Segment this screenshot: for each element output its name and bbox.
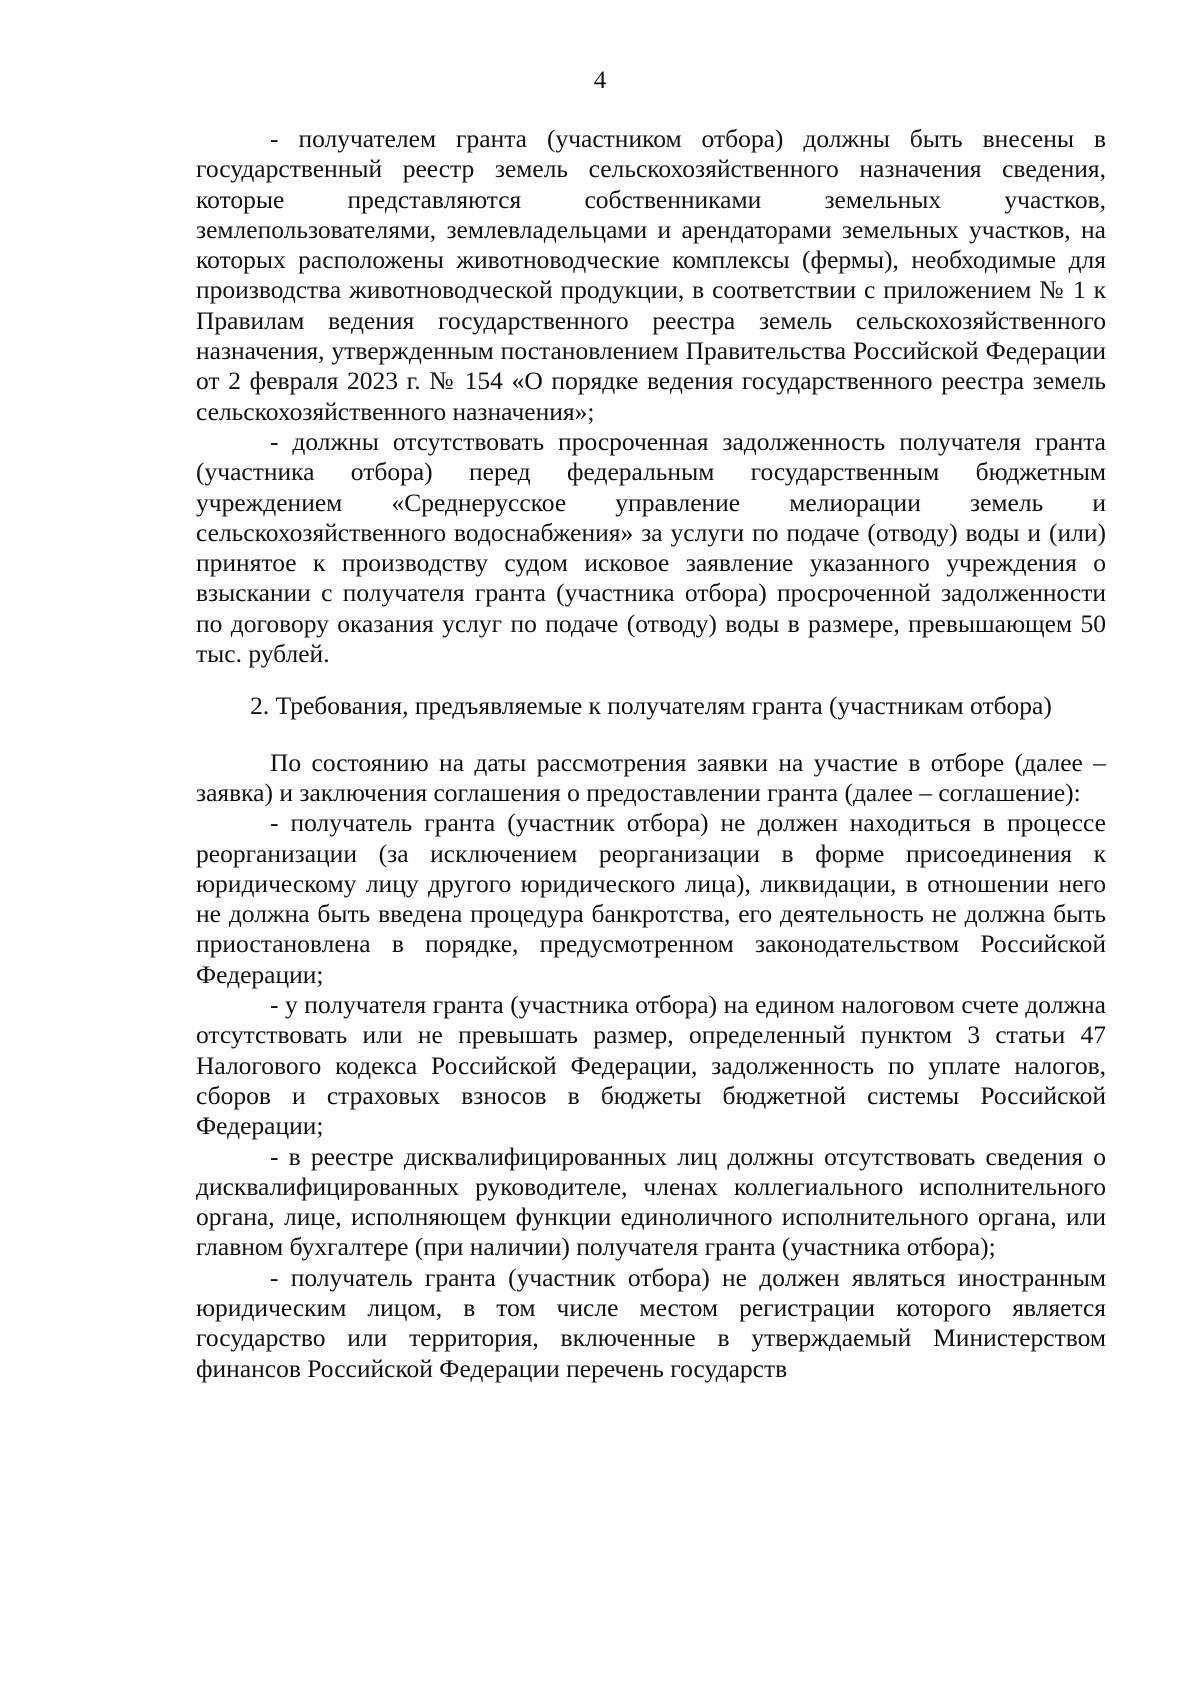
paragraph-registry-requirement: - получателем гранта (участником отбора) должны быть внесены в государственный реестр земель сельскохозяйственного назначения сведения, которые представляются собственниками земельных участков, землепользователями, землевладельцами и арендаторами земельных участков, на которых расположены животноводческие комплексы (фермы), необходимые для производства животноводческой продукции, в соответствии с приложением № 1 к Правилам ведения государственного реестра земель сельскохозяйственного назначения, утвержденным постановлением Правительства Российской Федерации от 2 февраля 2023 г. № 154 «О порядке ведения государственного реестра земель сельскохозяйственного назначения»; (196, 124, 1106, 426)
section-heading: 2. Требования, предъявляемые к получателям гранта (участникам отбора) (250, 691, 1052, 721)
paragraph-foreign-entity: - получатель гранта (участник отбора) не должен являться иностранным юридическим лицом, в том числе местом регистрации которого является государство или территория, включенные в утверждаемый Министерством финансов Российской Федерации перечень государств (196, 1262, 1106, 1383)
paragraph-tax-debt: - у получателя гранта (участника отбора) на едином налоговом счете должна отсутствовать или не превышать размер, определенный пунктом 3 статьи 47 Налогового кодекса Российской Федерации, задолженность по уплате налогов, сборов и страховых взносов в бюджеты бюджетной системы Российской Федерации; (196, 990, 1106, 1141)
document-body (196, 124, 1106, 1384)
paragraph-disqualified-persons: - в реестре дисквалифицированных лиц должны отсутствовать сведения о дисквалифицированных руководителе, членах коллегиального исполнительного органа, лице, исполняющем функции единоличного исполнительного органа, или главном бухгалтере (при наличии) получателя гранта (участника отбора); (196, 1141, 1106, 1262)
page-number: 4 (593, 67, 607, 94)
paragraph-water-debt-requirement: - должны отсутствовать просроченная задолженность получателя гранта (участника отбора) перед федеральным государственным бюджетным учреждением «Среднерусское управление мелиорации земель и сельскохозяйственного водоснабжения» за услуги по подаче (отводу) воды и (или) принятое к производству судом исковое заявление указанного учреждения о взыскании с получателя гранта (участника отбора) просроченной задолженности по договору оказания услуг по подаче (отводу) воды в размере, превышающем 50 тыс. рублей. (196, 426, 1106, 669)
paragraph-reorganization: - получатель гранта (участник отбора) не должен находиться в процессе реорганизации (за исключением реорганизации в форме присоединения к юридическому лицу другого юридического лица), ликвидации, в отношении него не должна быть введена процедура банкротства, его деятельность не должна быть приостановлена в порядке, предусмотренном законодательством Российской Федерации; (196, 808, 1106, 989)
paragraph-intro: По состоянию на даты рассмотрения заявки на участие в отборе (далее – заявка) и заключения соглашения о предоставлении гранта (далее – соглашение): (196, 747, 1106, 807)
